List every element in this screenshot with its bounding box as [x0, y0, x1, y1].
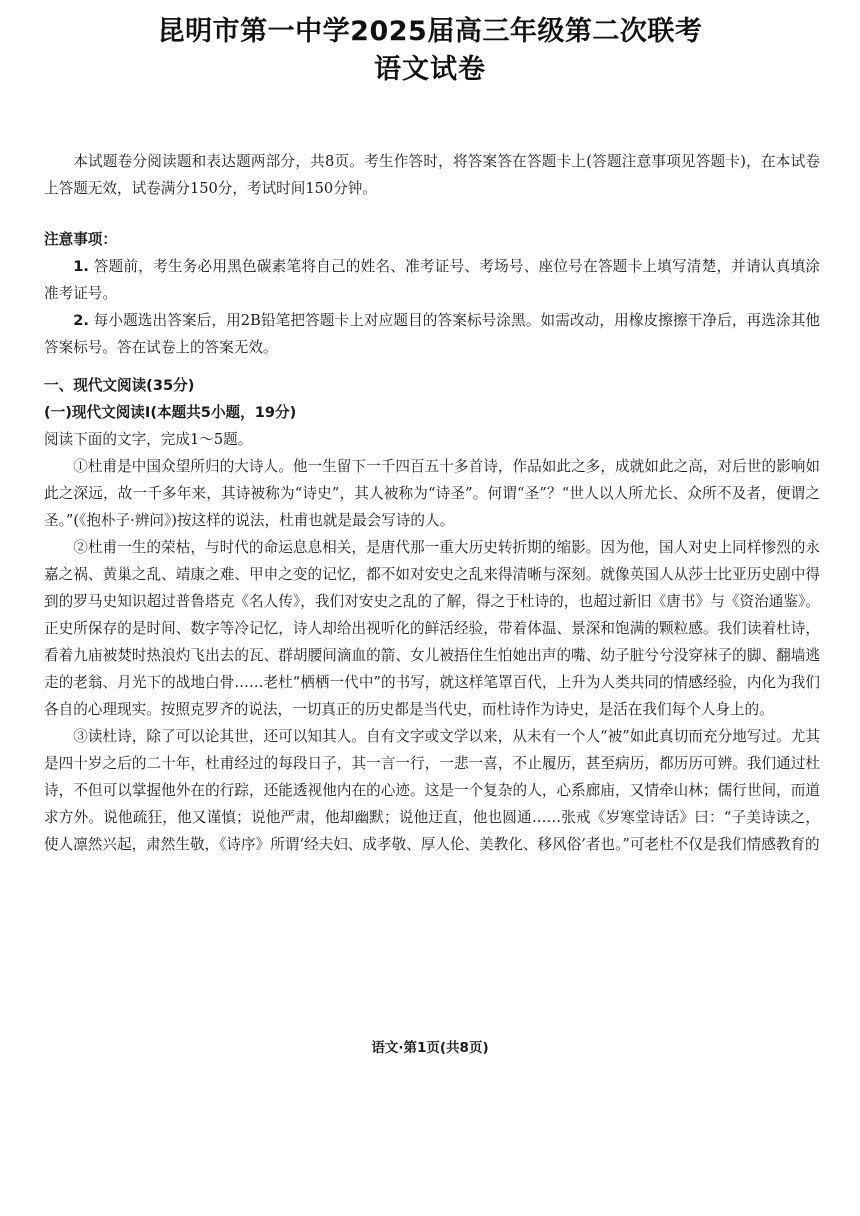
notice-heading: 注意事项：: [44, 231, 117, 248]
passage-paragraph-3: ③读杜诗，除了可以论其世，还可以知其人。自有文字或文学以来，从未有一个人“被”如此真切而充分地写过。尤其是四十岁之后的二十年，杜甫经过的每段日子，其一言一行，一悲一喜，不止履历，甚至病历，都历历可辨。我们通过杜诗，不但可以掌握他外在的行踪，还能透视他内在的心迹。这是一个复杂的人，心系廊庙，又情牵山林；儒行世间，而道求方外。说他疏狂，他又谨慎；说他严肃，他却幽默；说他迂直，他也圆通……张戒《岁寒堂诗话》曰：“子美诗读之，使人凛然兴起，肃然生敬，《诗序》所谓‘经夫妇、成孝敬、厚人伦、美教化、移风俗’者也。”可老杜不仅是我们情感教育的: [44, 728, 820, 853]
page-footer: 语文·第1页(共8页): [371, 1040, 489, 1056]
intro-text: 本试题卷分阅读题和表达题两部分，共8页。考生作答时，将答案答在答题卡上(答题注意事项见答题卡)，在本试卷上答题无效，试卷满分150分，考试时间150分钟。: [44, 153, 820, 197]
notice-item-2: [44, 307, 820, 361]
notice-item-number: 1.: [73, 258, 89, 275]
exam-title: 昆明市第一中学2025届高三年级第二次联考: [157, 16, 703, 47]
section-instruction: 阅读下面的文字，完成1～5题。: [44, 431, 253, 448]
passage-paragraph-1: ①杜甫是中国众望所归的大诗人。他一生留下一千四百五十多首诗，作品如此之多，成就如此之高，对后世的影响如此之深远，故一千多年来，其诗被称为“诗史”，其人被称为“诗圣”。何谓“圣”？“世人以人所尤长、众所不及者，便谓之圣。”(《抱朴子·辨问》)按这样的说法，杜甫也就是最会写诗的人。: [44, 458, 820, 529]
section-heading: 一、现代文阅读(35分): [44, 377, 195, 394]
passage-paragraph-2: ②杜甫一生的荣枯，与时代的命运息息相关，是唐代那一重大历史转折期的缩影。因为他，国人对史上同样惨烈的永嘉之祸、黄巢之乱、靖康之难、甲申之变的记忆，都不如对安史之乱来得清晰与深刻。就像英国人从莎士比亚历史剧中得到的罗马史知识超过普鲁塔克《名人传》，我们对安史之乱的了解，得之于杜诗的，也超过新旧《唐书》与《资治通鉴》。正史所保存的是时间、数字等冷记忆，诗人却给出视听化的鲜活经验，带着体温、景深和饱满的颗粒感。我们读着杜诗，看着九庙被焚时热浪灼飞出去的瓦、群胡腰间滴血的箭、女儿被捂住生怕她出声的嘴、幼子脏兮兮没穿袜子的脚、翻墙逃走的老翁、月光下的战地白骨……老杜“栖栖一代中”的书写，就这样笔罩百代，上升为人类共同的情感经验，内化为我们各自的心理现实。按照克罗齐的说法，一切真正的历史都是当代史，而杜诗作为诗史，是活在我们每个人身上的。: [44, 539, 820, 718]
notice-item-text: 答题前，考生务必用黑色碳素笔将自己的姓名、准考证号、考场号、座位号在答题卡上填写清楚，并请认真填涂准考证号。: [44, 258, 820, 302]
intro-block: [44, 148, 820, 202]
exam-subtitle: 语文试卷: [374, 54, 486, 85]
notice-item-1: [44, 253, 820, 307]
title-block: [0, 14, 860, 90]
section-subheading: (一)现代文阅读Ⅰ(本题共5小题，19分): [44, 404, 297, 421]
notice-item-text: 每小题选出答案后，用2B铅笔把答题卡上对应题目的答案标号涂黑。如需改动，用橡皮擦擦干净后，再选涂其他答案标号。答在试卷上的答案无效。: [44, 312, 821, 356]
notice-item-number: 2.: [73, 312, 89, 329]
notice-block: [44, 226, 820, 361]
reading-section: [44, 372, 820, 858]
